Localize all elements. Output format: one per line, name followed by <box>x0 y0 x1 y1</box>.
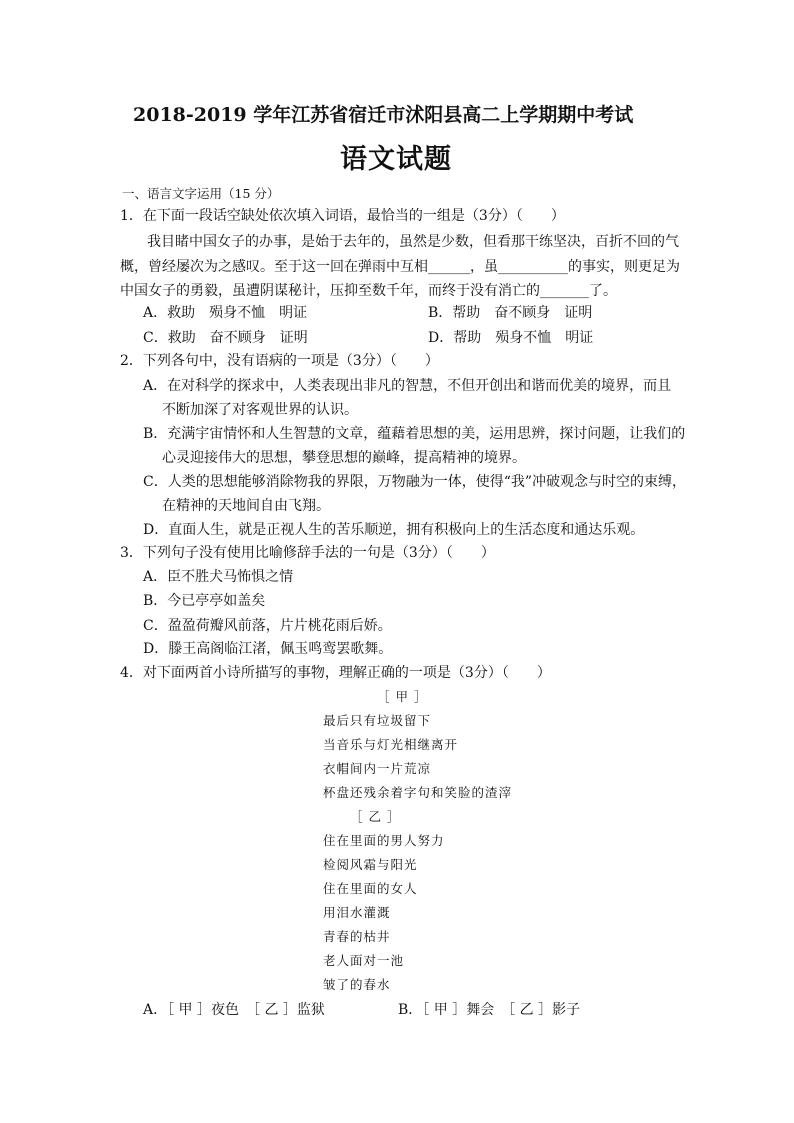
poem-yi-line: 住在里面的女人 <box>323 881 418 896</box>
question-2-option-d: D．直面人生，就是正视人生的苦乐顺逆，拥有积极向上的生活态度和通达乐观。 <box>143 522 645 538</box>
question-2-option-a-line-2: 不断加深了对客观世界的认识。 <box>162 402 358 418</box>
question-1-option-c: C．救助 奋不顾身 证明 <box>143 330 308 346</box>
question-3-stem: 3．下列句子没有使用比喻修辞手法的一句是（3分）（ ） <box>120 545 495 561</box>
poem-jia-line: 衣帽间内一片荒凉 <box>323 761 432 776</box>
question-1-passage-line-2: 概，曾经屡次为之感叹。至于这一回在弹雨中互相______，虽__________的事实，则更足为 <box>120 259 680 275</box>
question-4-option-b: B．［ 甲 ］舞会 ［ 乙 ］影子 <box>398 1002 581 1018</box>
question-3-option-d: D．滕王高阁临江渚，佩玉鸣鸾罢歌舞。 <box>143 641 393 657</box>
poem-yi-line: 青春的枯井 <box>323 929 391 944</box>
poem-yi-label: ［ 乙 ］ <box>350 809 401 824</box>
question-2-option-a-line-1: A．在对科学的探求中，人类表现出非凡的智慧，不但开创出和谐而优美的境界，而且 <box>143 378 672 394</box>
question-1-stem: 1．在下面一段话空缺处依次填入词语，最恰当的一组是（3分）（ ） <box>120 208 565 224</box>
question-3-option-c: C．盈盈荷瓣风前落，片片桃花雨后娇。 <box>143 618 392 634</box>
question-2-option-c-line-2: 在精神的天地间自由飞翔。 <box>162 498 330 514</box>
question-2-option-b-line-1: B．充满宇宙情怀和人生智慧的文章，蕴藉着思想的美，运用思辨，探讨问题，让我们的 <box>143 426 686 442</box>
question-1-option-b: B．帮助 奋不顾身 证明 <box>428 305 593 321</box>
question-1-passage-line-1: 我目睹中国女子的办事，是始于去年的，虽然是少数，但看那干练坚决，百折不回的气 <box>147 234 679 250</box>
poem-jia-line: 杯盘还残余着字句和笑脸的渣滓 <box>323 785 513 800</box>
poem-yi-line: 住在里面的男人努力 <box>323 833 445 848</box>
question-2-option-c-line-1: C．人类的思想能够消除物我的界限，万物融为一体，使得“我”冲破观念与时空的束缚， <box>143 474 687 490</box>
poem-jia-line: 当音乐与灯光相继离开 <box>323 737 459 752</box>
section-heading: 一、语言文字运用（15 分） <box>122 186 280 201</box>
page-subtitle: 语文试题 <box>340 144 452 175</box>
poem-jia-line: 最后只有垃圾留下 <box>323 713 432 728</box>
poem-yi-line: 皱了的春水 <box>323 977 391 992</box>
poem-jia-label: ［ 甲 ］ <box>377 689 428 704</box>
question-2-stem: 2．下列各句中，没有语病的一项是（3分）（ ） <box>120 353 439 369</box>
question-1-option-a: A．救助 殒身不恤 明证 <box>143 305 308 321</box>
poem-yi-line: 用泪水灌溉 <box>323 905 391 920</box>
question-1-passage-line-3: 中国女子的勇毅，虽遭阴谋秘计，压抑至数千年，而终于没有消亡的_______了。 <box>120 283 617 299</box>
question-1-option-d: D．帮助 殒身不恤 明证 <box>428 330 594 346</box>
question-4-option-a: A．［ 甲 ］夜色 ［ 乙 ］监狱 <box>143 1002 325 1018</box>
question-2-option-b-line-2: 心灵迎接伟大的思想，攀登思想的巅峰，提高精神的境界。 <box>162 450 526 466</box>
question-3-option-b: B．今已亭亭如盖矣 <box>143 593 266 609</box>
page-title: 2018-2019 学年江苏省宿迁市沭阳县高二上学期期中考试 <box>133 104 634 126</box>
question-4-stem: 4．对下面两首小诗所描写的事物，理解正确的一项是（3分）（ ） <box>120 665 551 681</box>
question-3-option-a: A．臣不胜犬马怖惧之情 <box>143 569 294 585</box>
poem-yi-line: 老人面对一池 <box>323 953 405 968</box>
poem-yi-line: 检阅风霜与阳光 <box>323 857 418 872</box>
